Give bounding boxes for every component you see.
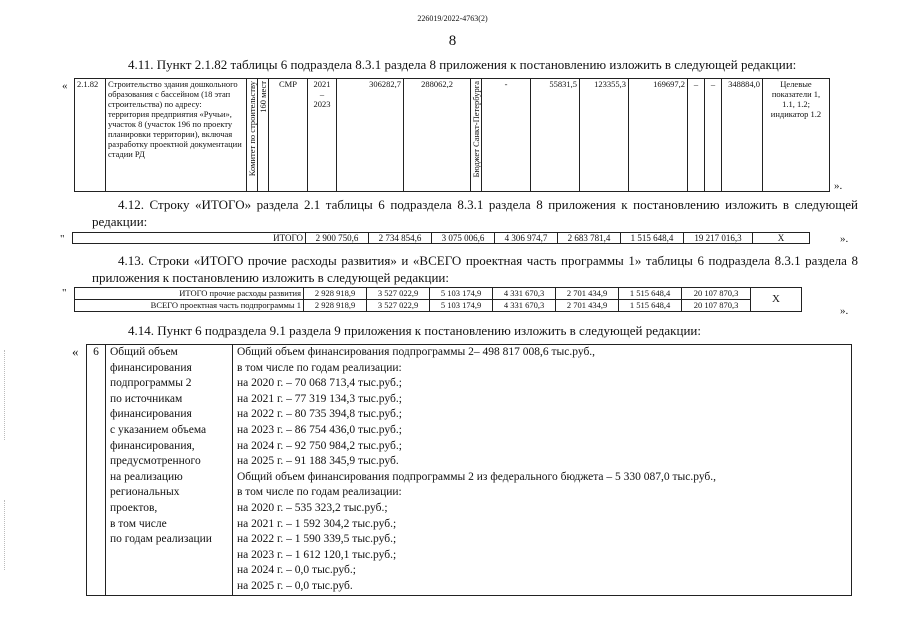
- paragraph-4-13: 4.13. Строки «ИТОГО прочие расходы развития» и «ВСЕГО проектная часть программы 1» таблицы 6 подраздела 8.3.1 раздела 8 приложения к постановлению изложить в следующей редакции:: [92, 253, 858, 285]
- financing-line: на 2024 г. – 0,0 тыс.руб.;: [237, 564, 356, 577]
- scan-margin-mark: [4, 500, 7, 570]
- cell-2022: 123355,3: [580, 79, 629, 192]
- cell-value: 19 217 016,3: [684, 233, 753, 244]
- cell-2021: 55831,5: [531, 79, 580, 192]
- financing-line: на 2020 г. – 535 323,2 тыс.руб.;: [237, 501, 388, 514]
- table-itogo: [72, 232, 810, 244]
- document-number: 226019/2022-4763(2): [417, 14, 488, 23]
- financing-line: на 2025 г. – 0,0 тыс.руб.: [237, 579, 353, 592]
- cell-2024: –: [688, 79, 705, 192]
- description-line: финансирования: [110, 361, 192, 374]
- cell-indicators: Целевые показатели 1, 1.1, 1.2; индикатор 1.2: [763, 79, 830, 192]
- open-quote: ": [60, 233, 65, 245]
- financing-line: на 2022 г. – 1 590 339,5 тыс.руб.;: [237, 533, 397, 546]
- financing-line: в том числе по годам реализации:: [237, 361, 402, 374]
- paragraph-4-12: 4.12. Строку «ИТОГО» раздела 2.1 таблицы 6 подраздела 8.3.1 раздела 8 приложения к постановлению изложить в следующей редакции:: [92, 197, 858, 229]
- description-line: предусмотренного: [110, 455, 201, 468]
- paragraph-4-11: 4.11. Пункт 2.1.82 таблицы 6 подраздела 8.3.1 раздела 8 приложения к постановлению изложить в следующей редакции:: [128, 57, 797, 72]
- cell-value: 2 701 434,9: [556, 300, 619, 312]
- financing-line: Общий объем финансирования подпрограммы 2 из федерального бюджета – 5 330 087,0 тыс.руб.,: [237, 470, 717, 483]
- cell-description: [106, 345, 233, 596]
- cell-cost-total: 306282,7: [337, 79, 404, 192]
- close-quote: ».: [840, 233, 849, 245]
- description-line: на реализацию: [110, 470, 183, 483]
- year-start: 2021: [313, 79, 331, 89]
- financing-line: на 2021 г. – 1 592 304,2 тыс.руб.;: [237, 517, 397, 530]
- cell-2023: 169697,2: [629, 79, 688, 192]
- cell-value: 2 683 781,4: [558, 233, 621, 244]
- cell-cost-remaining: 288062,2: [404, 79, 471, 192]
- financing-line: Общий объем финансирования подпрограммы 2– 498 817 008,6 тыс.руб.,: [237, 346, 596, 358]
- financing-line: на 2021 г. – 77 319 134,3 тыс.руб.;: [237, 392, 402, 405]
- cell-value: 2 928 918,9: [304, 300, 367, 312]
- table-financing: [86, 344, 852, 596]
- cell-value: 3 075 006,6: [432, 233, 495, 244]
- cell-value: 4 331 670,3: [493, 300, 556, 312]
- table-totals: [74, 287, 802, 312]
- financing-line: на 2024 г. – 92 750 984,2 тыс.руб.;: [237, 439, 402, 452]
- year-dash: –: [319, 89, 325, 99]
- cell-label: ВСЕГО проектная часть подпрограммы 1: [75, 300, 304, 312]
- description-line: финансирования,: [110, 439, 195, 452]
- cell-2025: –: [705, 79, 722, 192]
- cell-name: Строительство здания дошкольного образования с бассейном (18 этап строительства) по адресу: территория предприятия «Ручьи», участок 8 (участок 196 по проекту планировки территории), включая разработку проектной документации стадии РД: [106, 79, 247, 192]
- page-number: 8: [448, 33, 457, 49]
- financing-line: на 2025 г. – 91 188 345,9 тыс.руб.: [237, 455, 399, 468]
- cell-value: 2 701 434,9: [556, 288, 619, 300]
- cell-capacity: 160 мест: [258, 81, 268, 113]
- scan-margin-mark: [4, 350, 7, 440]
- cell-customer: Комитет по строительству: [247, 81, 257, 177]
- cell-value: 5 103 174,9: [430, 300, 493, 312]
- financing-line: на 2020 г. – 70 068 713,4 тыс.руб.;: [237, 377, 402, 390]
- financing-line: на 2022 г. – 80 735 394,8 тыс.руб.;: [237, 408, 402, 421]
- description-line: по годам реализации: [110, 533, 212, 546]
- cell-value: 3 527 022,9: [367, 300, 430, 312]
- cell-mark: X: [751, 288, 802, 312]
- cell-value: 2 928 918,9: [304, 288, 367, 300]
- cell-value: 1 515 648,4: [619, 300, 682, 312]
- cell-value: 4 306 974,7: [495, 233, 558, 244]
- cell-source: Бюджет Санкт-Петербурга: [471, 81, 481, 178]
- cell-years: [308, 79, 337, 192]
- table-row: [87, 345, 852, 596]
- cell-financing-details: [233, 345, 852, 596]
- open-quote: «: [62, 80, 68, 92]
- cell-total: 348884,0: [722, 79, 763, 192]
- description-line: подпрограммы 2: [110, 377, 192, 390]
- financing-line: на 2023 г. – 1 612 120,1 тыс.руб.;: [237, 548, 397, 561]
- table-item-2-1-82: [74, 78, 830, 192]
- cell-code: 2.1.82: [75, 79, 106, 192]
- open-quote: «: [72, 344, 79, 359]
- open-quote: ": [62, 287, 67, 299]
- year-end: 2023: [313, 99, 331, 109]
- description-line: финансирования: [110, 408, 192, 421]
- cell-value: 20 107 870,3: [682, 288, 751, 300]
- paragraph-4-14: 4.14. Пункт 6 подраздела 9.1 раздела 9 приложения к постановлению изложить в следующей редакции:: [128, 323, 701, 338]
- cell-type: СМР: [269, 79, 308, 192]
- cell-value: 1 515 648,4: [621, 233, 684, 244]
- table-row: [75, 288, 802, 300]
- description-line: Общий объем: [110, 346, 178, 358]
- cell-mark: X: [753, 233, 810, 244]
- cell-value: 20 107 870,3: [682, 300, 751, 312]
- cell-value: 1 515 648,4: [619, 288, 682, 300]
- cell-label: ИТОГО прочие расходы развития: [75, 288, 304, 300]
- cell-value: 5 103 174,9: [430, 288, 493, 300]
- description-line: в том числе: [110, 517, 167, 530]
- cell-value: 2 900 750,6: [306, 233, 369, 244]
- close-quote: ».: [840, 305, 849, 317]
- financing-line: в том числе по годам реализации:: [237, 486, 402, 499]
- description-line: региональных проектов,: [110, 486, 180, 514]
- cell-2020: -: [482, 79, 531, 192]
- cell-value: 2 734 854,6: [369, 233, 432, 244]
- table-row: [73, 233, 810, 244]
- table-row: [75, 79, 830, 192]
- cell-value: 3 527 022,9: [367, 288, 430, 300]
- financing-line: на 2023 г. – 86 754 436,0 тыс.руб.;: [237, 423, 402, 436]
- description-line: по источникам: [110, 392, 183, 405]
- table-row: [75, 300, 802, 312]
- close-quote: ».: [834, 180, 843, 192]
- description-line: с указанием объема: [110, 423, 207, 436]
- cell-label: ИТОГО: [73, 233, 306, 244]
- cell-value: 4 331 670,3: [493, 288, 556, 300]
- cell-number: 6: [87, 345, 106, 596]
